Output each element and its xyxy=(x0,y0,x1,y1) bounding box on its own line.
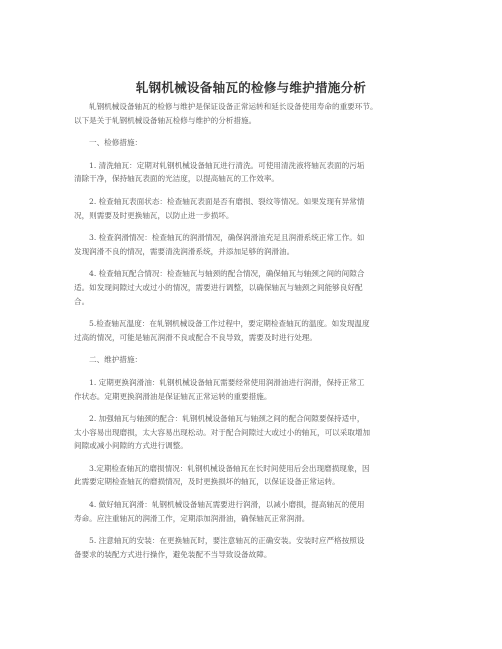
section1-heading-paragraph xyxy=(74,136,436,150)
section2-item-1 xyxy=(74,376,436,403)
item-line: 合。 xyxy=(74,296,90,306)
intro-line: 以下是关于轧钢机械设备轴瓦检修与维护的分析措施。 xyxy=(74,115,257,125)
section2-item-2 xyxy=(74,412,436,453)
item-line: 发现润滑不良的情况，需要清洗润滑系统，并添加足够的润滑油。 xyxy=(74,246,295,256)
item-line: 5. 注意轴瓦的安装：在更换轴瓦时，要注意轴瓦的正确安装。安装时应严格按照设 xyxy=(89,536,365,546)
item-line: 5.检查轴瓦温度：在轧钢机械设备工作过程中，要定期检查轴瓦的温度。如发现温度 xyxy=(89,319,370,329)
item-line: 2. 加强轴瓦与轴颈的配合：轧钢机械设备轴瓦与轴颈之间的配合间隙要保持适中， xyxy=(89,414,365,424)
item-line: 清除干净，保持轴瓦表面的光洁度，以提高轴瓦的工作效率。 xyxy=(74,174,280,184)
item-line: 寿命。应注重轴瓦的润滑工作，定期添加润滑油，确保轴瓦正常润滑。 xyxy=(74,513,310,523)
intro-paragraph xyxy=(74,100,436,127)
item-line: 1. 清洗轴瓦：定期对轧钢机械设备轴瓦进行清洗。可使用清洗液将轴瓦表面的污垢 xyxy=(89,160,365,170)
item-line: 此需要定期检查轴瓦的磨损情况，及时更换损坏的轴瓦，以保证设备正常运转。 xyxy=(74,477,340,487)
section2-item-5 xyxy=(74,534,436,561)
item-line: 4. 做好轴瓦润滑：轧钢机械设备轴瓦需要进行润滑，以减小磨损，提高轴瓦的使用 xyxy=(89,500,365,510)
document-body xyxy=(74,100,436,570)
section2-heading-paragraph xyxy=(74,353,436,367)
section1-item-4 xyxy=(74,267,436,308)
item-line: 3.定期检查轴瓦的磨损情况：轧钢机械设备轴瓦在长时间使用后会出现磨损现象，因 xyxy=(89,463,370,473)
item-line: 4. 检查轴瓦配合情况：检查轴瓦与轴颈的配合情况，确保轴瓦与轴颈之间的间隙合 xyxy=(89,269,365,279)
item-line: 备要求的装配方式进行操作，避免装配不当导致设备故障。 xyxy=(74,549,272,559)
item-line: 过高的情况，可能是轴瓦润滑不良或配合不良导致，需要及时进行处理。 xyxy=(74,332,317,342)
item-line: 间隙或减小间隙的方式进行调整。 xyxy=(74,441,188,451)
item-line: 适。如发现间隙过大或过小的情况，需要进行调整，以确保轴瓦与轴颈之间能够良好配 xyxy=(74,282,363,292)
section1-item-2 xyxy=(74,195,436,222)
item-line: 况，则需要及时更换轴瓦，以防止进一步损坏。 xyxy=(74,210,234,220)
section1-item-5 xyxy=(74,317,436,344)
item-line: 作状态。定期更换润滑油是保证轴瓦正常运转的重要措施。 xyxy=(74,391,272,401)
section1-heading: 一、检修措施： xyxy=(89,138,143,148)
section2-item-4 xyxy=(74,498,436,525)
intro-line: 轧钢机械设备轴瓦的检修与维护是保证设备正常运转和延长设备使用寿命的重要环节。 xyxy=(89,102,378,111)
document-title: 轧钢机械设备轴瓦的检修与维护措施分析 xyxy=(135,80,367,95)
section1-item-3 xyxy=(74,231,436,258)
item-line: 3. 检查润滑情况：检查轴瓦的润滑情况，确保润滑油充足且润滑系统正常工作。如 xyxy=(89,233,365,243)
item-line: 2. 检查轴瓦表面状态：检查轴瓦表面是否有磨损、裂纹等情况。如果发现有异常情 xyxy=(89,196,365,206)
section1-item-1 xyxy=(74,159,436,186)
section2-item-3 xyxy=(74,462,436,489)
item-line: 太小容易出现磨损，太大容易出现松动。对于配合间隙过大或过小的轴瓦，可以采取增加 xyxy=(74,427,371,437)
section2-heading: 二、维护措施： xyxy=(89,355,143,365)
item-line: 1. 定期更换润滑油：轧钢机械设备轴瓦需要经常使用润滑油进行润滑，保持正常工 xyxy=(89,377,365,387)
